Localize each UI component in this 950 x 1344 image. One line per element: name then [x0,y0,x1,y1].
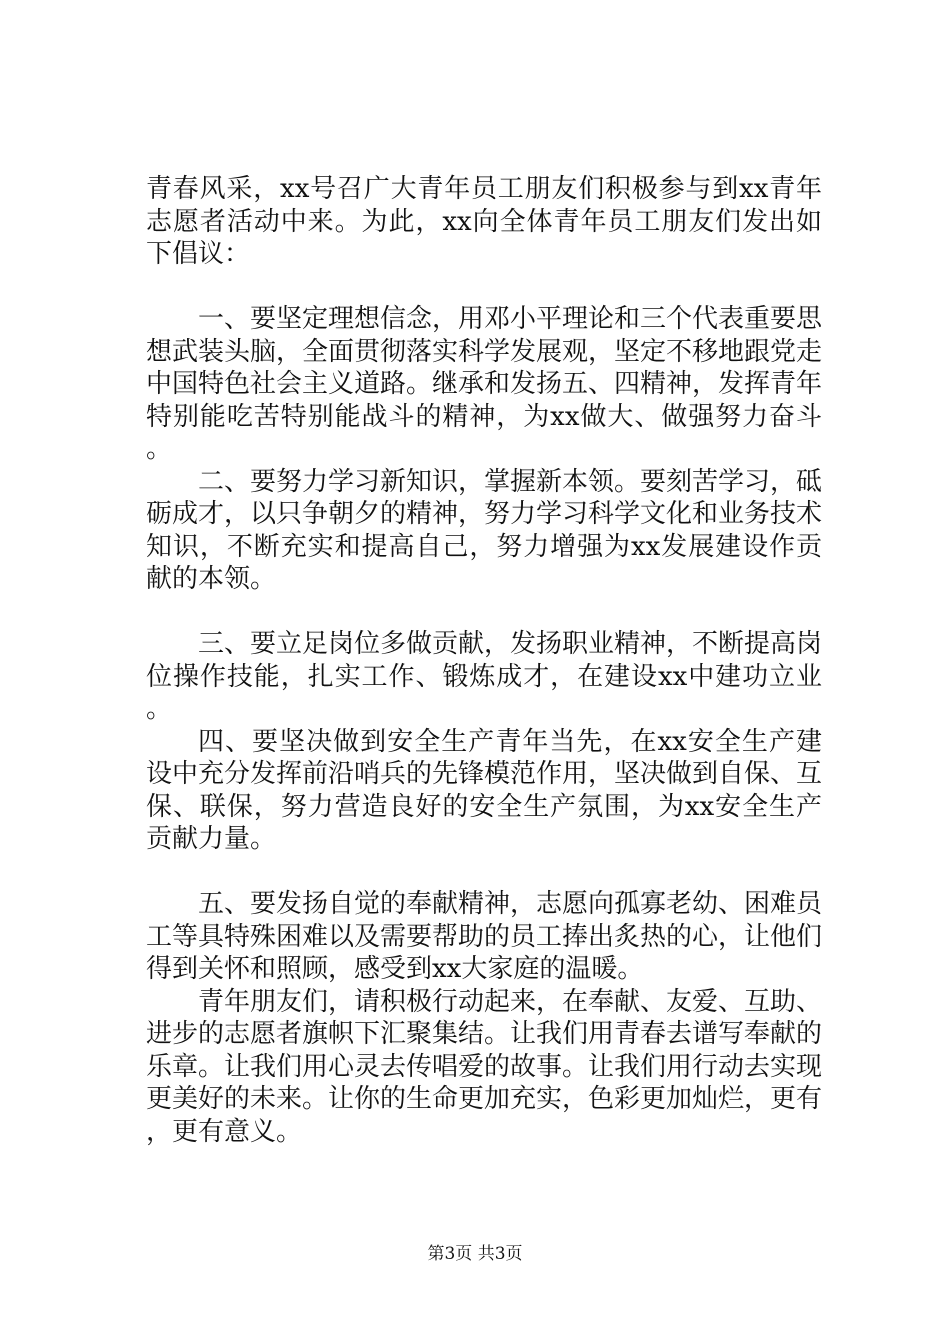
paragraph-spacer [146,596,822,629]
paragraph-closing: 青年朋友们，请积极行动起来，在奉献、友爱、互助、进步的志愿者旗帜下汇聚集结。让我们用青春去谱写奉献的乐章。让我们用心灵去传唱爱的故事。让我们用行动去实现更美好的未来。让你的生命更加充实，色彩更加灿烂，更有，更有意义。 [146,986,823,1147]
paragraph-item-3: 三、要立足岗位多做贡献，发扬职业精神，不断提高岗位操作技能，扎实工作、锻炼成才，在建设xx中建功立业。 [146,629,823,724]
paragraph-spacer [146,856,822,889]
paragraph-spacer [146,271,822,304]
paragraph-item-1: 一、要坚定理想信念，用邓小平理论和三个代表重要思想武装头脑，全面贯彻落实科学发展观，坚定不移地跟党走中国特色社会主义道路。继承和发扬五、四精神，发挥青年特别能吃苦特别能战斗的精神，为xx做大、做强努力奋斗。 [146,304,823,464]
document-body [146,173,822,1148]
paragraph-intro: 青春风采，xx号召广大青年员工朋友们积极参与到xx青年志愿者活动中来。为此，xx向全体青年员工朋友们发出如下倡议： [146,174,822,269]
page-number-footer: 第3页 共3页 [427,1244,523,1264]
paragraph-item-2: 二、要努力学习新知识，掌握新本领。要刻苦学习，砥砺成才，以只争朝夕的精神，努力学习科学文化和业务技术知识，不断充实和提高自己，努力增强为xx发展建设作贡献的本领。 [146,466,823,594]
paragraph-item-5: 五、要发扬自觉的奉献精神，志愿向孤寡老幼、困难员工等具特殊困难以及需要帮助的员工捧出炙热的心，让他们得到关怀和照顾，感受到xx大家庭的温暖。 [146,889,823,984]
paragraph-item-4: 四、要坚决做到安全生产青年当先，在xx安全生产建设中充分发挥前沿哨兵的先锋模范作用，坚决做到自保、互保、联保，努力营造良好的安全生产氛围，为xx安全生产贡献力量。 [146,726,823,854]
